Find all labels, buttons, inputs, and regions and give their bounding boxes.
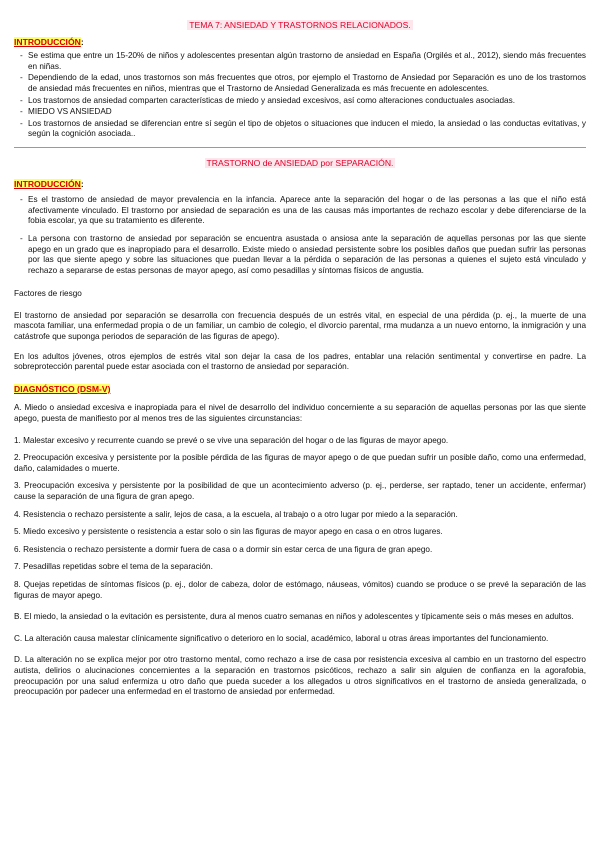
criterion-item: 8. Quejas repetidas de síntomas físicos (p. ej., dolor de cabeza, dolor de estómago, náuseas, vómitos) cuando se produce o se prevé la separación de las figuras de mayor apego.	[14, 579, 586, 600]
list-item: - Los trastornos de ansiedad comparten características de miedo y ansiedad excesivos, así como alteraciones conductuales asociadas.	[20, 96, 586, 107]
criterion-item: 4. Resistencia o rechazo persistente a salir, lejos de casa, a la escuela, al trabajo o a otro lugar por miedo a la separación.	[14, 509, 458, 519]
intro-bullet-list	[14, 51, 586, 140]
list-item: - Se estima que entre un 15-20% de niños y adolescentes presentan algún trastorno de ansiedad en España (Orgilés et al., 2012), siendo más frecuentes en niñas.	[20, 51, 586, 72]
list-item: - MIEDO VS ANSIEDAD	[20, 107, 586, 118]
criterion-item: 7. Pesadillas repetidas sobre el tema de la separación.	[14, 562, 213, 572]
intro-heading-label: INTRODUCCIÓN	[14, 36, 81, 47]
criterion-b: B. El miedo, la ansiedad o la evitación es persistente, dura al menos cuatro semanas en niños y adolescentes y típicamente seis o más meses en adultos.	[14, 612, 574, 622]
risk-factors-heading: Factores de riesgo	[14, 289, 82, 299]
separation-intro-label: INTRODUCCIÓN	[14, 178, 81, 189]
criterion-item: 6. Resistencia o rechazo persistente a dormir fuera de casa o a dormir sin estar cerca de una figura de gran apego.	[14, 544, 433, 554]
risk-paragraph: El trastorno de ansiedad por separación se desarrolla con frecuencia después de un estrés vital, en especial de una pérdida (p. ej., la muerte de una mascota familiar, una enfermedad propia o de un familiar, un cambio de colegio, el divorcio parental, rma mudanza a un nuevo entorno, la inmigración y una catástrofe que suponga periodos de separación de las figuras de apego).	[14, 310, 586, 342]
diagnosis-heading-label: DIAGNÓSTICO (DSM-V)	[14, 383, 111, 394]
separation-intro-colon: :	[80, 178, 84, 189]
list-item: - Es el trastorno de ansiedad de mayor prevalencia en la infancia. Aparece ante la separación del hogar o de las personas a las que el niño está afectivamente vinculado. El trastorno por ansiedad de separación es una de las causas más importantes de rechazo escolar y debe diferenciarse de la fobia escolar, ya que su tratamiento es diferente.	[20, 195, 586, 227]
intro-heading	[14, 37, 586, 48]
criterion-item: 5. Miedo excesivo y persistente o resistencia a estar solo o sin las figuras de mayor apego en casa o en otros lugares.	[14, 527, 443, 537]
list-item: - La persona con trastorno de ansiedad por separación se encuentra asustada o ansiosa ante la separación de aquellas personas por las que siente apego en un grado que es inapropiado para el desarrollo. Existe miedo o ansiedad persistente sobre los posibles daños que puedan sufrir las personas por las que siente apego y sobre las situaciones que puedan llevar a la pérdida o separación de las personas a quienes el sujeto está vinculado y rechazo a separarse de estas personas de mayor apego, así como pesadillas y síntomas físicos de angustia.	[20, 234, 586, 276]
criterion-a: A. Miedo o ansiedad excesiva e inapropiada para el nivel de desarrollo del individuo concerniente a su separación de aquellas personas por las que siente apego, puesta de manifiesto por al menos tres de las siguientes circunstancias:	[14, 403, 586, 424]
topic-title: TEMA 7: ANSIEDAD Y TRASTORNOS RELACIONADOS.	[189, 20, 411, 30]
document-page	[14, 20, 586, 698]
criterion-item: 3. Preocupación excesiva y persistente por la posibilidad de que un acontecimiento adverso (p. ej., perderse, ser raptado, tener un accidente, enfermar) cause la separación de una figura de gran apego.	[14, 481, 586, 501]
separation-intro-heading	[14, 179, 586, 190]
criterion-d: D. La alteración no se explica mejor por otro trastorno mental, como rechazo a irse de casa por resistencia excesiva al cambio en un trastorno del espectro autista, delirios o alucinaciones concernientes a la separación en trastornos psicóticos, rechazo a salir sin alguien de confianza en la agorafobia, preocupación por una salud enfermiza u otro daño que pueda suceder a los allegados u otros significativos en el trastorno de ansieda generalizada, o preocupación por padecer una enfermedad en el trastorno de ansiedad por enfermedad.	[14, 655, 586, 697]
section-title: TRASTORNO de ANSIEDAD por SEPARACIÓN.	[206, 157, 394, 168]
diagnosis-heading	[14, 384, 586, 395]
section-divider	[14, 147, 586, 148]
criterion-item: 2. Preocupación excesiva y persistente por la posible pérdida de las figuras de mayor apego o de que puedan sufrir un posible daño, como una enfermedad, daño, calamidades o muerte.	[14, 453, 586, 473]
list-item: - Los trastornos de ansiedad se diferencian entre sí según el tipo de objetos o situaciones que inducen el miedo, la ansiedad o las conductas evitativas, y según la cognición asociada..	[20, 119, 586, 140]
criterion-c: C. La alteración causa malestar clínicamente significativo o deterioro en lo social, académico, laboral u otras áreas importantes del funcionamiento.	[14, 633, 549, 643]
list-item: - Dependiendo de la edad, unos trastornos son más frecuentes que otros, por ejemplo el Trastorno de Ansiedad por Separación es uno de los trastornos de ansiedad más frecuentes en niños, mientras que el Trastorno de Ansiedad Generalizada es más frecuente en adolescentes.	[20, 73, 586, 94]
criterion-item: 1. Malestar excesivo y recurrente cuando se prevé o se vive una separación del hogar o de las figuras de mayor apego.	[14, 435, 449, 445]
intro-heading-colon: :	[80, 36, 84, 47]
separation-bullet-list	[14, 195, 586, 276]
risk-paragraph: En los adultos jóvenes, otros ejemplos de estrés vital son dejar la casa de los padres, entablar una relación sentimental y convertirse en padre. La sobreprotección parental puede estar asociada con el trastorno de ansiedad por separación.	[14, 351, 586, 372]
